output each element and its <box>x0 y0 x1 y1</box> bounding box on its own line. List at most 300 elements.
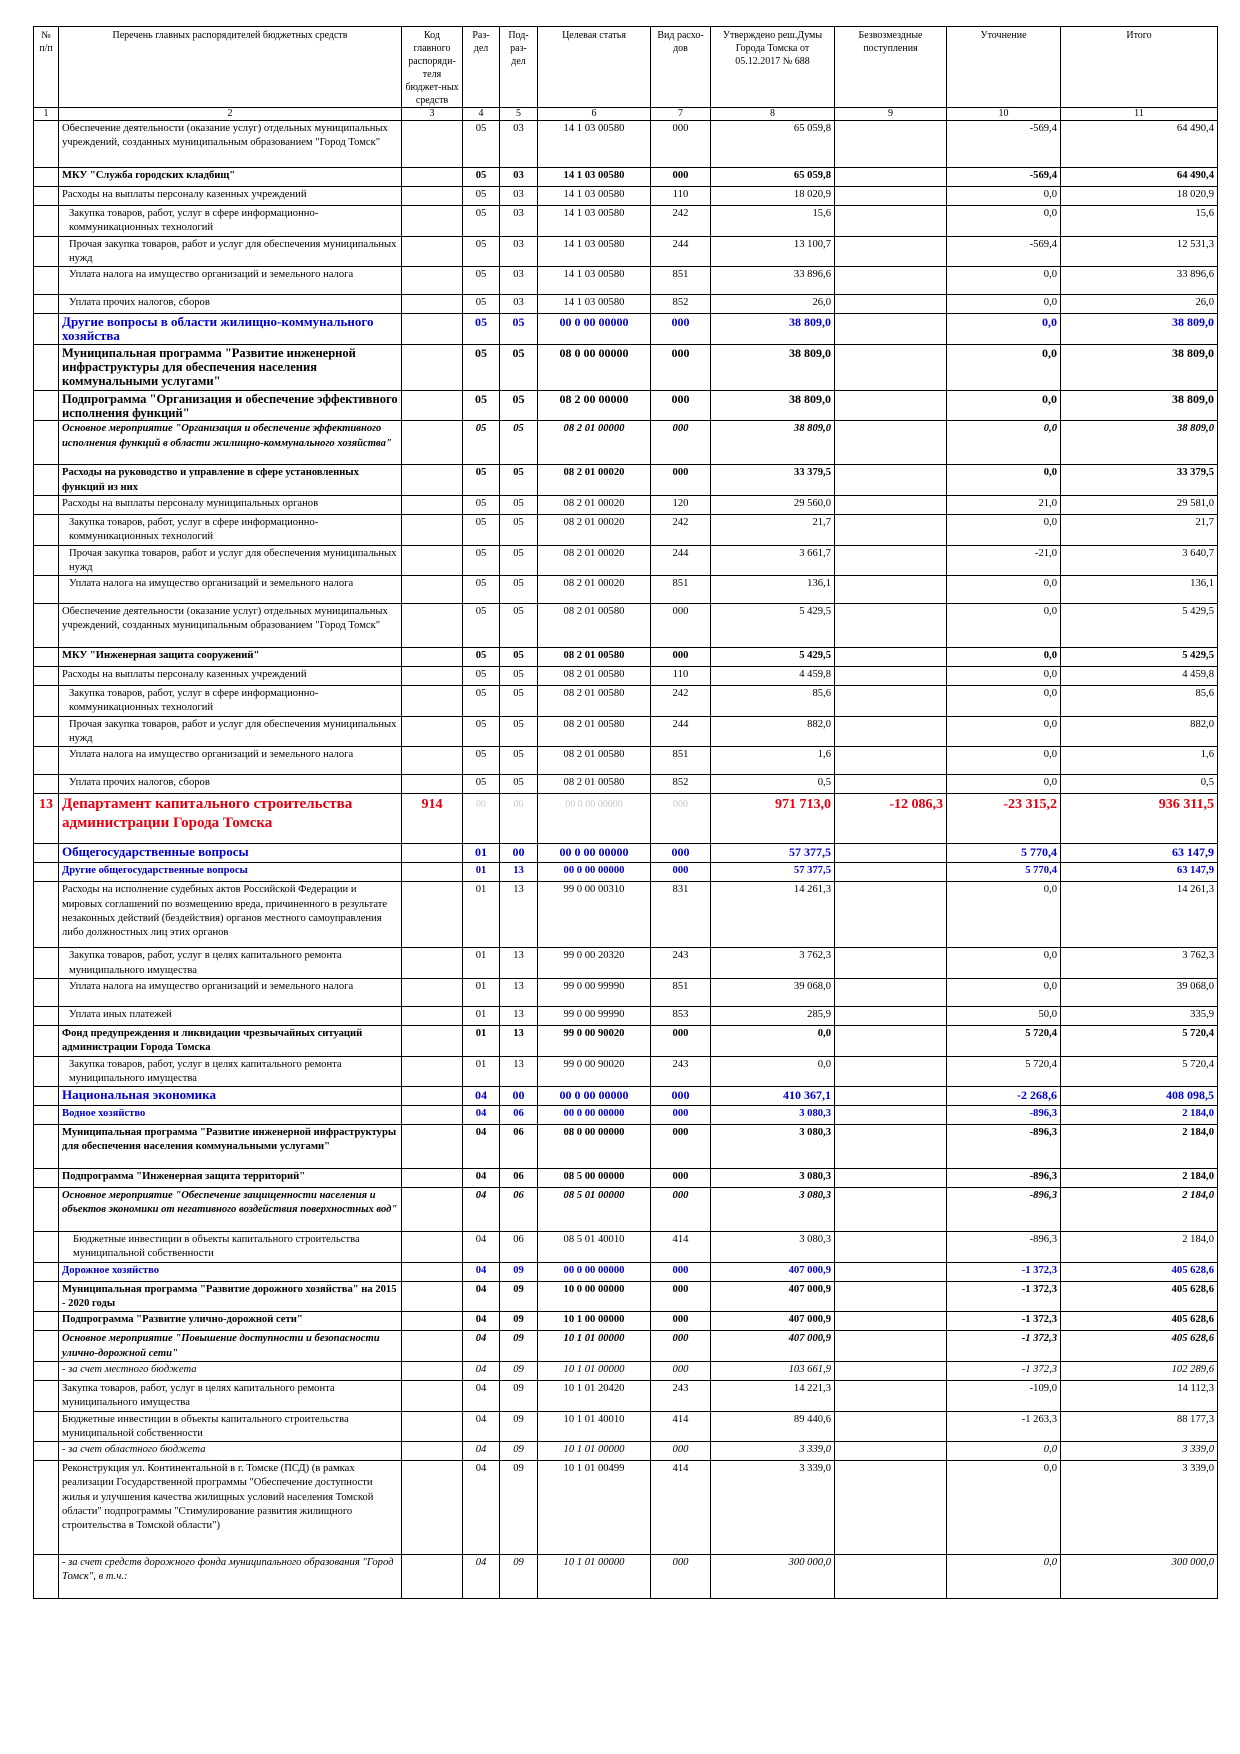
row-subsection: 05 <box>500 545 538 576</box>
row-target-article: 10 1 01 00499 <box>538 1461 651 1555</box>
row-subsection: 05 <box>500 686 538 717</box>
row-number <box>34 1006 59 1025</box>
col-number: 5 <box>500 108 538 121</box>
column-number-row <box>34 108 1218 121</box>
row-approved: 5 429,5 <box>711 604 835 648</box>
row-gratuitous <box>835 1331 947 1362</box>
row-total: 63 147,9 <box>1061 844 1218 863</box>
row-target-article: 10 1 00 00000 <box>538 1312 651 1331</box>
row-expense-type: 000 <box>651 1125 711 1169</box>
row-section: 04 <box>463 1169 500 1188</box>
row-name: Основное мероприятие "Организация и обеспечение эффективного исполнения функций в области жилищно-коммунального хозяйства" <box>59 421 402 465</box>
table-row <box>34 1125 1218 1169</box>
row-gratuitous <box>835 121 947 168</box>
row-code <box>402 716 463 747</box>
row-subsection: 03 <box>500 121 538 168</box>
table-row <box>34 267 1218 295</box>
table-row <box>34 514 1218 545</box>
row-target-article: 99 0 00 99990 <box>538 1006 651 1025</box>
row-gratuitous <box>835 948 947 979</box>
col-number: 11 <box>1061 108 1218 121</box>
row-code <box>402 1169 463 1188</box>
row-target-article: 00 0 00 00000 <box>538 1087 651 1106</box>
row-adjustment: -896,3 <box>947 1188 1061 1232</box>
row-target-article: 10 1 01 20420 <box>538 1380 651 1411</box>
row-adjustment: -1 372,3 <box>947 1281 1061 1312</box>
row-number <box>34 1411 59 1442</box>
col-number: 4 <box>463 108 500 121</box>
row-target-article: 08 5 01 40010 <box>538 1232 651 1263</box>
row-approved: 0,5 <box>711 775 835 794</box>
row-name: Основное мероприятие "Обеспечение защищенности населения и объектов экономики от негативного воздействия поверхностных вод" <box>59 1188 402 1232</box>
row-adjustment: 0,0 <box>947 267 1061 295</box>
row-total: 14 112,3 <box>1061 1380 1218 1411</box>
table-row <box>34 604 1218 648</box>
row-gratuitous <box>835 604 947 648</box>
row-name: Национальная экономика <box>59 1087 402 1106</box>
row-section: 04 <box>463 1262 500 1281</box>
row-total: 88 177,3 <box>1061 1411 1218 1442</box>
table-row <box>34 1380 1218 1411</box>
row-section: 04 <box>463 1188 500 1232</box>
row-target-article: 08 2 00 00000 <box>538 390 651 421</box>
row-target-article: 08 2 01 00000 <box>538 421 651 465</box>
row-code: 914 <box>402 794 463 844</box>
row-approved: 21,7 <box>711 514 835 545</box>
row-expense-type: 110 <box>651 667 711 686</box>
col-number: 2 <box>59 108 402 121</box>
row-section: 05 <box>463 495 500 514</box>
row-name: Подпрограмма "Организация и обеспечение эффективного исполнения функций" <box>59 390 402 421</box>
row-adjustment: 0,0 <box>947 978 1061 1006</box>
row-gratuitous <box>835 576 947 604</box>
row-number <box>34 187 59 206</box>
row-name: Уплата налога на имущество организаций и земельного налога <box>59 747 402 775</box>
row-approved: 3 080,3 <box>711 1106 835 1125</box>
row-code <box>402 314 463 345</box>
row-total: 64 490,4 <box>1061 168 1218 187</box>
row-subsection: 06 <box>500 1169 538 1188</box>
row-subsection: 06 <box>500 1188 538 1232</box>
row-target-article: 99 0 00 00310 <box>538 882 651 948</box>
row-target-article: 99 0 00 99990 <box>538 978 651 1006</box>
row-total: 14 261,3 <box>1061 882 1218 948</box>
row-approved: 0,0 <box>711 1025 835 1056</box>
row-section: 04 <box>463 1125 500 1169</box>
row-approved: 89 440,6 <box>711 1411 835 1442</box>
row-code <box>402 168 463 187</box>
row-expense-type: 000 <box>651 314 711 345</box>
row-name: Расходы на выплаты персоналу муниципальных органов <box>59 495 402 514</box>
row-gratuitous <box>835 545 947 576</box>
row-code <box>402 1442 463 1461</box>
row-code <box>402 495 463 514</box>
row-gratuitous <box>835 1056 947 1087</box>
row-code <box>402 1006 463 1025</box>
row-number <box>34 1380 59 1411</box>
row-subsection: 09 <box>500 1331 538 1362</box>
row-gratuitous <box>835 495 947 514</box>
table-row <box>34 1461 1218 1555</box>
row-name: Прочая закупка товаров, работ и услуг для обеспечения муниципальных нужд <box>59 545 402 576</box>
row-total: 64 490,4 <box>1061 121 1218 168</box>
row-name: - за счет местного бюджета <box>59 1361 402 1380</box>
row-total: 5 720,4 <box>1061 1025 1218 1056</box>
row-gratuitous <box>835 1106 947 1125</box>
row-adjustment: 0,0 <box>947 465 1061 496</box>
row-adjustment: 0,0 <box>947 882 1061 948</box>
row-adjustment: 0,0 <box>947 686 1061 717</box>
row-name: Уплата налога на имущество организаций и земельного налога <box>59 576 402 604</box>
row-expense-type: 831 <box>651 882 711 948</box>
row-target-article: 10 1 01 40010 <box>538 1411 651 1442</box>
row-name: Дорожное хозяйство <box>59 1262 402 1281</box>
row-approved: 33 379,5 <box>711 465 835 496</box>
row-target-article: 08 2 01 00020 <box>538 576 651 604</box>
row-gratuitous <box>835 267 947 295</box>
row-gratuitous: -12 086,3 <box>835 794 947 844</box>
row-code <box>402 686 463 717</box>
col-number: 7 <box>651 108 711 121</box>
row-section: 05 <box>463 775 500 794</box>
row-approved: 407 000,9 <box>711 1281 835 1312</box>
row-adjustment: 5 770,4 <box>947 844 1061 863</box>
row-expense-type: 000 <box>651 1331 711 1362</box>
row-total: 3 339,0 <box>1061 1461 1218 1555</box>
row-expense-type: 851 <box>651 267 711 295</box>
row-total: 882,0 <box>1061 716 1218 747</box>
budget-table-sheet <box>33 26 1217 1599</box>
row-approved: 57 377,5 <box>711 844 835 863</box>
row-total: 5 720,4 <box>1061 1056 1218 1087</box>
row-section: 05 <box>463 314 500 345</box>
row-expense-type: 000 <box>651 1025 711 1056</box>
row-name: Водное хозяйство <box>59 1106 402 1125</box>
row-adjustment: -2 268,6 <box>947 1087 1061 1106</box>
row-name: Закупка товаров, работ, услуг в целях капитального ремонта муниципального имущества <box>59 1056 402 1087</box>
row-total: 15,6 <box>1061 206 1218 237</box>
row-expense-type: 000 <box>651 1188 711 1232</box>
row-name: Департамент капитального строительства администрации Города Томска <box>59 794 402 844</box>
row-name: Расходы на руководство и управление в сфере установленных функций из них <box>59 465 402 496</box>
row-gratuitous <box>835 1555 947 1599</box>
row-expense-type: 851 <box>651 747 711 775</box>
row-section: 04 <box>463 1312 500 1331</box>
row-approved: 0,0 <box>711 1056 835 1087</box>
row-approved: 18 020,9 <box>711 187 835 206</box>
row-adjustment: -1 263,3 <box>947 1411 1061 1442</box>
row-gratuitous <box>835 295 947 314</box>
row-section: 05 <box>463 667 500 686</box>
row-number <box>34 1087 59 1106</box>
row-section: 04 <box>463 1281 500 1312</box>
row-number <box>34 775 59 794</box>
row-name: Расходы на выплаты персоналу казенных учреждений <box>59 667 402 686</box>
row-expense-type: 000 <box>651 794 711 844</box>
row-gratuitous <box>835 344 947 390</box>
row-target-article: 08 2 01 00580 <box>538 747 651 775</box>
row-subsection: 03 <box>500 236 538 267</box>
row-number <box>34 1056 59 1087</box>
row-number <box>34 948 59 979</box>
row-code <box>402 1312 463 1331</box>
row-approved: 407 000,9 <box>711 1312 835 1331</box>
row-gratuitous <box>835 882 947 948</box>
row-subsection: 05 <box>500 465 538 496</box>
row-number <box>34 686 59 717</box>
header-row <box>34 27 1218 108</box>
row-expense-type: 000 <box>651 648 711 667</box>
row-name: Другие общегосударственные вопросы <box>59 863 402 882</box>
row-gratuitous <box>835 168 947 187</box>
row-gratuitous <box>835 1087 947 1106</box>
row-name: Общегосударственные вопросы <box>59 844 402 863</box>
row-target-article: 08 5 01 00000 <box>538 1188 651 1232</box>
table-row <box>34 168 1218 187</box>
row-approved: 38 809,0 <box>711 421 835 465</box>
row-adjustment: 0,0 <box>947 1461 1061 1555</box>
row-total: 21,7 <box>1061 514 1218 545</box>
row-number <box>34 747 59 775</box>
row-target-article: 08 2 01 00020 <box>538 545 651 576</box>
row-number <box>34 465 59 496</box>
table-row <box>34 1169 1218 1188</box>
row-total: 3 640,7 <box>1061 545 1218 576</box>
row-section: 05 <box>463 545 500 576</box>
row-target-article: 08 2 01 00020 <box>538 495 651 514</box>
row-target-article: 00 0 00 00000 <box>538 844 651 863</box>
row-target-article: 08 2 01 00020 <box>538 465 651 496</box>
row-gratuitous <box>835 1361 947 1380</box>
row-total: 405 628,6 <box>1061 1312 1218 1331</box>
row-number <box>34 344 59 390</box>
row-name: Уплата иных платежей <box>59 1006 402 1025</box>
row-code <box>402 514 463 545</box>
row-approved: 3 762,3 <box>711 948 835 979</box>
row-subsection: 05 <box>500 604 538 648</box>
table-row <box>34 545 1218 576</box>
row-expense-type: 242 <box>651 206 711 237</box>
table-row <box>34 1056 1218 1087</box>
row-adjustment: 0,0 <box>947 1555 1061 1599</box>
row-gratuitous <box>835 390 947 421</box>
col-header-code: Код главного распоряди-теля бюджет-ных средств <box>402 27 463 108</box>
row-total: 29 581,0 <box>1061 495 1218 514</box>
row-target-article: 10 0 00 00000 <box>538 1281 651 1312</box>
row-adjustment: 5 770,4 <box>947 863 1061 882</box>
row-code <box>402 1025 463 1056</box>
row-gratuitous <box>835 667 947 686</box>
row-approved: 103 661,9 <box>711 1361 835 1380</box>
col-number: 9 <box>835 108 947 121</box>
col-number: 3 <box>402 108 463 121</box>
row-subsection: 09 <box>500 1361 538 1380</box>
row-adjustment: 21,0 <box>947 495 1061 514</box>
row-code <box>402 390 463 421</box>
table-row <box>34 948 1218 979</box>
row-subsection: 09 <box>500 1461 538 1555</box>
row-approved: 57 377,5 <box>711 863 835 882</box>
row-subsection: 03 <box>500 168 538 187</box>
row-subsection: 13 <box>500 882 538 948</box>
row-name: Муниципальная программа "Развитие инженерной инфраструктуры для обеспечения населения коммунальными услугами" <box>59 344 402 390</box>
row-expense-type: 852 <box>651 295 711 314</box>
row-adjustment: 0,0 <box>947 514 1061 545</box>
row-code <box>402 882 463 948</box>
row-adjustment: 0,0 <box>947 604 1061 648</box>
row-total: 408 098,5 <box>1061 1087 1218 1106</box>
row-expense-type: 000 <box>651 1281 711 1312</box>
row-approved: 285,9 <box>711 1006 835 1025</box>
col-number: 8 <box>711 108 835 121</box>
row-expense-type: 243 <box>651 1056 711 1087</box>
row-subsection: 09 <box>500 1411 538 1442</box>
row-number <box>34 1442 59 1461</box>
row-number <box>34 168 59 187</box>
row-adjustment: -1 372,3 <box>947 1361 1061 1380</box>
table-row <box>34 576 1218 604</box>
row-target-article: 99 0 00 90020 <box>538 1056 651 1087</box>
row-section: 01 <box>463 882 500 948</box>
row-subsection: 00 <box>500 844 538 863</box>
row-number <box>34 495 59 514</box>
col-header-approved: Утверждено реш.Думы Города Томска от 05.12.2017 № 688 <box>711 27 835 108</box>
row-section: 05 <box>463 465 500 496</box>
row-name: Фонд предупреждения и ликвидации чрезвычайных ситуаций администрации Города Томска <box>59 1025 402 1056</box>
col-number: 1 <box>34 108 59 121</box>
row-subsection: 05 <box>500 716 538 747</box>
col-header-num: № п/п <box>34 27 59 108</box>
row-code <box>402 545 463 576</box>
row-expense-type: 000 <box>651 1555 711 1599</box>
row-name: Расходы на исполнение судебных актов Российской Федерации и мировых соглашений по возмещению вреда, причиненного в результате незаконных действий (бездействия) органов местного самоуправления либо должностных лиц этих органов <box>59 882 402 948</box>
row-name: МКУ "Инженерная защита сооружений" <box>59 648 402 667</box>
row-subsection: 00 <box>500 1087 538 1106</box>
row-section: 01 <box>463 1025 500 1056</box>
row-approved: 39 068,0 <box>711 978 835 1006</box>
row-number: 13 <box>34 794 59 844</box>
table-row <box>34 648 1218 667</box>
row-number <box>34 421 59 465</box>
col-header-name: Перечень главных распорядителей бюджетных средств <box>59 27 402 108</box>
row-approved: 65 059,8 <box>711 121 835 168</box>
row-approved: 38 809,0 <box>711 314 835 345</box>
row-code <box>402 844 463 863</box>
row-number <box>34 863 59 882</box>
row-name: Прочая закупка товаров, работ и услуг для обеспечения муниципальных нужд <box>59 236 402 267</box>
row-number <box>34 1232 59 1263</box>
row-adjustment: 0,0 <box>947 1442 1061 1461</box>
row-number <box>34 1106 59 1125</box>
row-total: 936 311,5 <box>1061 794 1218 844</box>
row-code <box>402 1056 463 1087</box>
row-expense-type: 000 <box>651 344 711 390</box>
row-code <box>402 236 463 267</box>
row-number <box>34 295 59 314</box>
row-code <box>402 1331 463 1362</box>
row-subsection: 06 <box>500 1125 538 1169</box>
row-target-article: 00 0 00 00000 <box>538 863 651 882</box>
table-row <box>34 844 1218 863</box>
table-row <box>34 314 1218 345</box>
row-expense-type: 000 <box>651 1169 711 1188</box>
row-name: Закупка товаров, работ, услуг в сфере информационно-коммуникационных технологий <box>59 686 402 717</box>
row-name: Уплата налога на имущество организаций и земельного налога <box>59 267 402 295</box>
row-name: Закупка товаров, работ, услуг в целях капитального ремонта муниципального имущества <box>59 948 402 979</box>
row-number <box>34 1555 59 1599</box>
row-adjustment: 0,0 <box>947 187 1061 206</box>
row-target-article: 14 1 03 00580 <box>538 187 651 206</box>
row-gratuitous <box>835 747 947 775</box>
row-name: - за счет средств дорожного фонда муниципального образования "Город Томск", в т.ч.: <box>59 1555 402 1599</box>
row-adjustment: -896,3 <box>947 1125 1061 1169</box>
row-expense-type: 414 <box>651 1461 711 1555</box>
row-expense-type: 244 <box>651 545 711 576</box>
row-code <box>402 1106 463 1125</box>
table-row <box>34 1006 1218 1025</box>
table-row <box>34 495 1218 514</box>
row-approved: 14 221,3 <box>711 1380 835 1411</box>
row-adjustment: -896,3 <box>947 1106 1061 1125</box>
row-total: 85,6 <box>1061 686 1218 717</box>
row-name: Уплата прочих налогов, сборов <box>59 775 402 794</box>
row-number <box>34 1025 59 1056</box>
row-name: МКУ "Служба городских кладбищ" <box>59 168 402 187</box>
row-adjustment: 0,0 <box>947 747 1061 775</box>
table-row <box>34 421 1218 465</box>
row-code <box>402 1188 463 1232</box>
col-number: 10 <box>947 108 1061 121</box>
table-row <box>34 978 1218 1006</box>
row-name: Подпрограмма "Развитие улично-дорожной сети" <box>59 1312 402 1331</box>
row-number <box>34 206 59 237</box>
row-total: 5 429,5 <box>1061 648 1218 667</box>
row-subsection: 09 <box>500 1555 538 1599</box>
row-subsection: 05 <box>500 775 538 794</box>
row-name: Уплата прочих налогов, сборов <box>59 295 402 314</box>
row-gratuitous <box>835 465 947 496</box>
row-section: 05 <box>463 576 500 604</box>
row-total: 38 809,0 <box>1061 421 1218 465</box>
row-expense-type: 000 <box>651 844 711 863</box>
row-subsection: 13 <box>500 978 538 1006</box>
table-row <box>34 775 1218 794</box>
row-name: Прочая закупка товаров, работ и услуг для обеспечения муниципальных нужд <box>59 716 402 747</box>
col-header-gratuitous: Безвозмездные поступления <box>835 27 947 108</box>
row-adjustment: 0,0 <box>947 206 1061 237</box>
row-number <box>34 844 59 863</box>
row-target-article: 08 2 01 00580 <box>538 686 651 717</box>
row-gratuitous <box>835 1461 947 1555</box>
row-adjustment: 0,0 <box>947 716 1061 747</box>
row-section: 05 <box>463 747 500 775</box>
row-approved: 26,0 <box>711 295 835 314</box>
row-section: 00 <box>463 794 500 844</box>
row-adjustment: -1 372,3 <box>947 1312 1061 1331</box>
row-expense-type: 000 <box>651 1106 711 1125</box>
row-name: Обеспечение деятельности (оказание услуг) отдельных муниципальных учреждений, созданных муниципальным образованием "Город Томск" <box>59 604 402 648</box>
row-subsection: 05 <box>500 314 538 345</box>
row-section: 04 <box>463 1442 500 1461</box>
row-gratuitous <box>835 1232 947 1263</box>
row-code <box>402 1125 463 1169</box>
row-target-article: 08 2 01 00580 <box>538 604 651 648</box>
row-code <box>402 1232 463 1263</box>
row-adjustment: 0,0 <box>947 421 1061 465</box>
row-approved: 15,6 <box>711 206 835 237</box>
table-row <box>34 863 1218 882</box>
row-total: 26,0 <box>1061 295 1218 314</box>
